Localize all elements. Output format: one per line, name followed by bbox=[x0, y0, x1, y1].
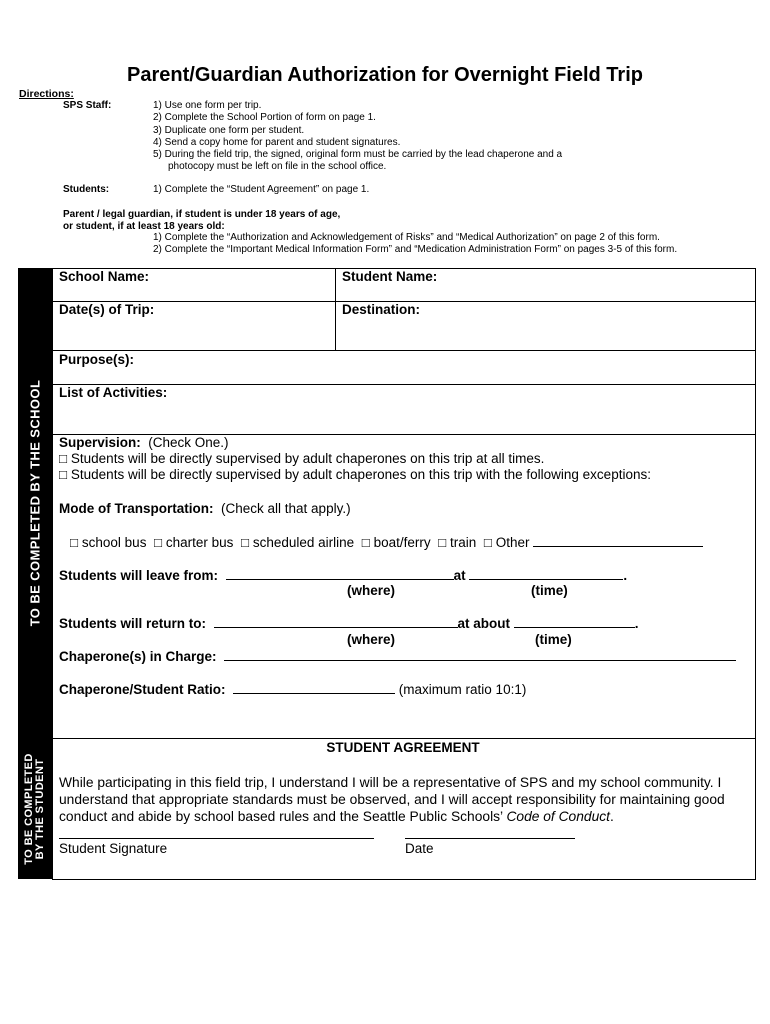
supervision-option-all-times[interactable]: □ Students will be directly supervised by adult chaperones on this trip at all times. bbox=[59, 451, 545, 466]
sps-step: 3) Duplicate one form per student. bbox=[153, 124, 305, 136]
transport-row: Mode of Transportation: (Check all that apply.) bbox=[59, 501, 351, 516]
directions-heading: Directions: bbox=[19, 88, 74, 100]
students-step: 1) Complete the “Student Agreement” on page 1. bbox=[153, 184, 370, 195]
transport-train-checkbox[interactable]: □ train bbox=[438, 535, 477, 550]
transport-ferry-checkbox[interactable]: □ boat/ferry bbox=[361, 535, 431, 550]
transport-airline-checkbox[interactable]: □ scheduled airline bbox=[240, 535, 355, 550]
school-section-label: TO BE COMPLETED BY THE SCHOOL bbox=[27, 379, 43, 627]
student-name-label: Student Name: bbox=[342, 269, 438, 284]
leave-where-field[interactable] bbox=[226, 567, 454, 580]
signature-label: Student Signature bbox=[59, 841, 168, 856]
parent-step: 1) Complete the “Authorization and Acknowledgement of Risks” and “Medical Authorization” on page 2 of this form. bbox=[153, 232, 660, 243]
school-section-sidebar bbox=[18, 268, 52, 738]
sps-step: 2) Complete the School Portion of form on page 1. bbox=[153, 112, 376, 124]
destination-label: Destination: bbox=[342, 302, 421, 317]
return-where-caption: (where) bbox=[347, 632, 396, 647]
leave-time-field[interactable] bbox=[469, 567, 623, 580]
return-where-field[interactable] bbox=[214, 615, 458, 628]
leave-where-caption: (where) bbox=[347, 583, 396, 598]
page-title: Parent/Guardian Authorization for Overnight Field Trip bbox=[127, 64, 643, 86]
divider bbox=[52, 738, 755, 739]
parent-step: 2) Complete the “Important Medical Information Form” and “Medication Administration Form” on pages 3-5 of this form. bbox=[153, 244, 678, 255]
purposes-label: Purpose(s): bbox=[59, 352, 135, 367]
supervision-row: Supervision: (Check One.) bbox=[59, 435, 229, 450]
supervision-option-exceptions[interactable]: □ Students will be directly supervised by adult chaperones on this trip with the following exceptions: bbox=[59, 467, 651, 482]
agreement-text: While participating in this field trip, I understand I will be a representative of SPS and my school community. I understand that appropriate standards must be observed, and I will accept responsibility for maintaining good conduct and abide by school based rules and the Seattle Public Schools’ Code of Conduct. bbox=[59, 775, 725, 824]
sps-staff-label: SPS Staff: bbox=[63, 100, 112, 111]
sps-step: 1) Use one form per trip. bbox=[153, 100, 262, 111]
students-label: Students: bbox=[63, 184, 110, 195]
student-section-label: TO BE COMPLETED BY THE STUDENT bbox=[23, 752, 46, 865]
sps-step: 5) During the field trip, the signed, original form must be carried by the lead chaperone and a bbox=[153, 149, 563, 161]
transport-options bbox=[70, 534, 703, 550]
leave-row: Students will leave from: at . bbox=[59, 568, 628, 583]
signature-line[interactable] bbox=[59, 838, 374, 839]
divider bbox=[52, 350, 755, 351]
transport-school-bus-checkbox[interactable]: □ school bus bbox=[70, 535, 147, 550]
return-time-field[interactable] bbox=[514, 615, 635, 628]
student-section-sidebar bbox=[18, 738, 52, 879]
agreement-heading: STUDENT AGREEMENT bbox=[326, 740, 480, 755]
sps-step-continued: photocopy must be left on file in the school office. bbox=[168, 161, 387, 173]
ratio-row: Chaperone/Student Ratio: (maximum ratio 10:1) bbox=[59, 682, 527, 697]
date-line[interactable] bbox=[405, 838, 575, 839]
transport-other-checkbox[interactable]: □ Other bbox=[483, 535, 530, 550]
transport-other-field[interactable] bbox=[533, 534, 703, 547]
return-time-caption: (time) bbox=[535, 632, 572, 647]
sps-steps-list bbox=[153, 100, 562, 174]
activities-label: List of Activities: bbox=[59, 385, 168, 400]
ratio-field[interactable] bbox=[233, 681, 395, 694]
leave-time-caption: (time) bbox=[531, 583, 568, 598]
sps-step: 4) Send a copy home for parent and student signatures. bbox=[153, 136, 401, 148]
school-name-label: School Name: bbox=[59, 269, 150, 284]
chaperones-field[interactable] bbox=[224, 648, 736, 661]
return-row: Students will return to: at about . bbox=[59, 616, 639, 631]
column-divider bbox=[335, 268, 336, 350]
dates-of-trip-label: Date(s) of Trip: bbox=[59, 302, 155, 317]
chaperones-row: Chaperone(s) in Charge: bbox=[59, 648, 736, 664]
transport-charter-bus-checkbox[interactable]: □ charter bus bbox=[153, 535, 234, 550]
parent-line-2: or student, if at least 18 years old: bbox=[63, 221, 225, 232]
parent-line-1: Parent / legal guardian, if student is under 18 years of age, bbox=[63, 209, 341, 220]
date-label: Date bbox=[405, 841, 434, 856]
